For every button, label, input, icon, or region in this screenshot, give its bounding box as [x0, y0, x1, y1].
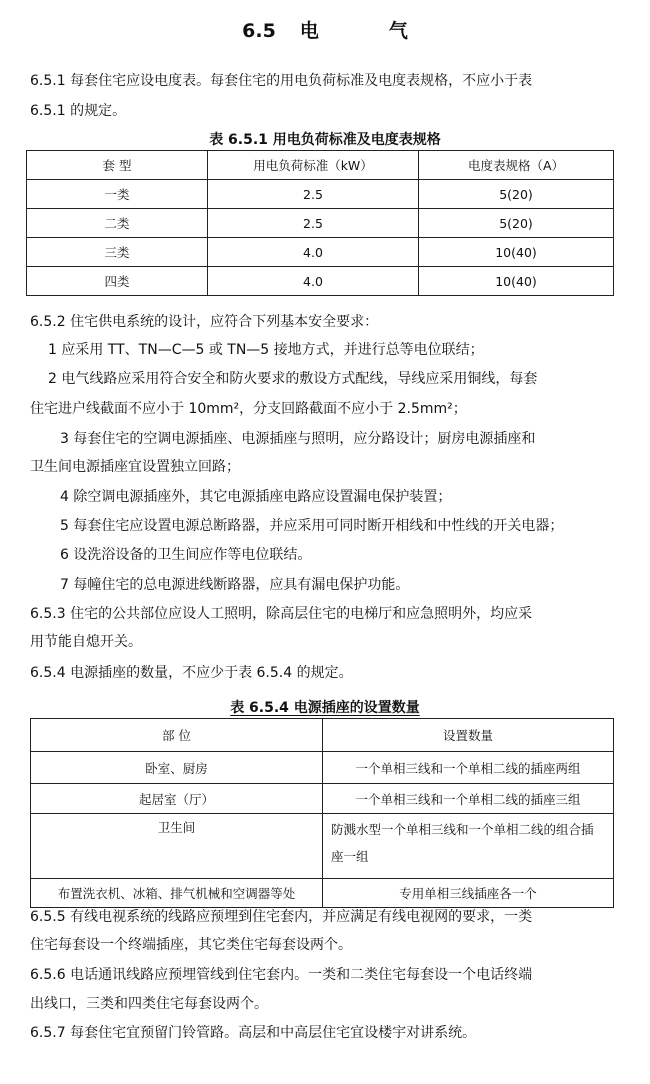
- table-header-cell: 套 型: [27, 151, 208, 180]
- clause-6-5-2-item-6: 6 设洗浴设备的卫生间应作等电位联结。: [60, 547, 312, 563]
- table-cell: 三类: [27, 238, 208, 267]
- clause-6-5-1-line-2: 6.5.1 的规定。: [30, 103, 127, 119]
- clause-6-5-4: 6.5.4 电源插座的数量，不应少于表 6.5.4 的规定。: [30, 665, 353, 681]
- table-header-cell: 用电负荷标准（kW）: [208, 151, 419, 180]
- clause-6-5-6-line-2: 出线口，三类和四类住宅每套设两个。: [30, 996, 268, 1012]
- clause-6-5-2-item-7: 7 每幢住宅的总电源进线断路器，应具有漏电保护功能。: [60, 577, 410, 593]
- table-cell: 专用单相三线插座各一个: [323, 879, 614, 908]
- table-cell: 2.5: [208, 180, 419, 209]
- table-cell: 起居室（厅）: [31, 784, 323, 814]
- section-title-char-2: 气: [388, 20, 408, 42]
- table-cell: 一个单相三线和一个单相二线的插座三组: [323, 784, 614, 814]
- clause-6-5-5-line-1: 6.5.5 有线电视系统的线路应预埋到住宅套内，并应满足有线电视网的要求，一类: [30, 909, 533, 925]
- clause-6-5-5-line-2: 住宅每套设一个终端插座，其它类住宅每套设两个。: [30, 937, 352, 953]
- table-row: [27, 180, 614, 209]
- clause-6-5-7: 6.5.7 每套住宅宜预留门铃管路。高层和中高层住宅宜设楼宇对讲系统。: [30, 1025, 477, 1041]
- clause-6-5-2-item-4: 4 除空调电源插座外，其它电源插座电路应设置漏电保护装置；: [60, 489, 452, 505]
- clause-6-5-6-line-1: 6.5.6 电话通讯线路应预埋管线到住宅套内。一类和二类住宅每套设一个电话终端: [30, 967, 533, 983]
- table-row: [31, 814, 614, 879]
- clause-6-5-2-item-3-line-2: 卫生间电源插座宜设置独立回路；: [30, 459, 240, 475]
- table-6-5-1: [26, 150, 614, 296]
- clause-6-5-2-item-1: 1 应采用 TT、TN—C—5 或 TN—5 接地方式，并进行总等电位联结；: [48, 342, 484, 358]
- table-cell: 5(20): [419, 180, 614, 209]
- table-cell: 布置洗衣机、冰箱、排气机械和空调器等处: [31, 879, 323, 908]
- table-cell: 10(40): [419, 238, 614, 267]
- clause-6-5-3-line-1: 6.5.3 住宅的公共部位应设人工照明，除高层住宅的电梯厅和应急照明外，均应采: [30, 606, 533, 622]
- table-6-5-4-caption-text: 表 6.5.4 电源插座的设置数量: [230, 700, 420, 716]
- table-cell: 10(40): [419, 267, 614, 296]
- table-6-5-1-caption: 表 6.5.1 用电负荷标准及电度表规格: [209, 132, 441, 148]
- table-cell: 四类: [27, 267, 208, 296]
- clause-6-5-1-line-1: 6.5.1 每套住宅应设电度表。每套住宅的用电负荷标准及电度表规格，不应小于表: [30, 73, 533, 89]
- clause-6-5-2-item-2-line-1: 2 电气线路应采用符合安全和防火要求的敷设方式配线，导线应采用铜线，每套: [48, 371, 538, 387]
- section-number: 6.5: [242, 20, 276, 42]
- table-header-cell: 电度表规格（A）: [419, 151, 614, 180]
- table-cell: 一类: [27, 180, 208, 209]
- clause-6-5-3-line-2: 用节能自熄开关。: [30, 634, 142, 650]
- table-cell: 4.0: [208, 238, 419, 267]
- table-cell: 2.5: [208, 209, 419, 238]
- table-cell: 二类: [27, 209, 208, 238]
- table-header-cell: 部 位: [31, 719, 323, 752]
- table-cell: 4.0: [208, 267, 419, 296]
- table-cell: 一个单相三线和一个单相二线的插座两组: [323, 752, 614, 784]
- clause-6-5-2-head: 6.5.2 住宅供电系统的设计，应符合下列基本安全要求：: [30, 314, 379, 330]
- table-cell: 卧室、厨房: [31, 752, 323, 784]
- table-row: [27, 209, 614, 238]
- clause-6-5-2-item-5: 5 每套住宅应设置电源总断路器，并应采用可同时断开相线和中性线的开关电器；: [60, 518, 564, 534]
- table-cell: 卫生间: [31, 814, 323, 879]
- table-cell: 5(20): [419, 209, 614, 238]
- table-header-row: [31, 719, 614, 752]
- table-row: [31, 879, 614, 908]
- table-row: [27, 238, 614, 267]
- table-header-row: [27, 151, 614, 180]
- clause-6-5-2-item-2-line-2: 住宅进户线截面不应小于 10mm²，分支回路截面不应小于 2.5mm²；: [30, 401, 467, 417]
- table-row: [27, 267, 614, 296]
- table-row: [31, 752, 614, 784]
- table-6-5-4: [30, 718, 614, 908]
- section-title-char-1: 电: [299, 20, 319, 42]
- table-header-cell: 设置数量: [323, 719, 614, 752]
- clause-6-5-2-item-3-line-1: 3 每套住宅的空调电源插座、电源插座与照明，应分路设计；厨房电源插座和: [60, 431, 536, 447]
- table-cell: 防溅水型一个单相三线和一个单相二线的组合插座一组: [323, 814, 614, 879]
- table-6-5-4-caption: [0, 697, 650, 717]
- section-title: [0, 16, 650, 43]
- table-row: [31, 784, 614, 814]
